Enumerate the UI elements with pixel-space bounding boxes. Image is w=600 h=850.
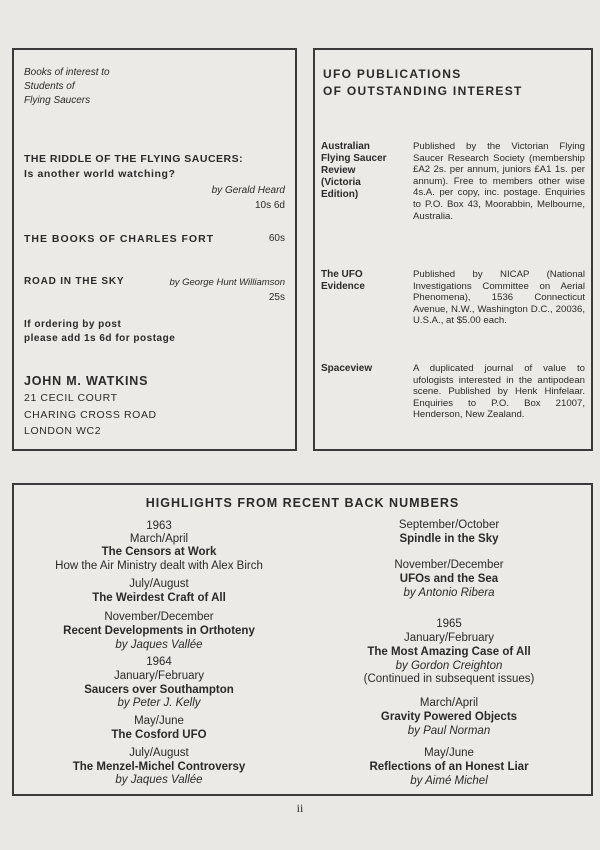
- article-title: UFOs and the Sea: [399, 573, 499, 585]
- article-author: by Peter J. Kelly: [117, 697, 201, 709]
- issue-date: July/August: [129, 747, 189, 759]
- book1-title: THE RIDDLE OF THE FLYING SAUCERS:: [24, 153, 244, 165]
- address-line: LONDON WC2: [24, 425, 102, 437]
- intro-line: Flying Saucers: [24, 95, 91, 106]
- book2-title: THE BOOKS OF CHARLES FORT: [24, 233, 215, 245]
- intro-line: Books of interest to: [24, 67, 110, 78]
- intro-text: [24, 66, 110, 108]
- issue-date: January/February: [403, 632, 495, 644]
- name-line: Edition): [321, 189, 359, 200]
- article-title: The Menzel-Michel Controversy: [72, 761, 246, 773]
- book2-price: 60s: [268, 233, 285, 244]
- article-title: The Most Amazing Case of All: [367, 646, 531, 658]
- publication-description: Published by the Victorian Flying Saucer Research Society (membership £A2 2s. per annum, juniors £A1 1s. per annum). Free to members other wise 4s.A. per copy, inc. postage. Enquiries to P.O. Box 43, Moorabbin, Melbourne, Australia.: [413, 141, 585, 222]
- book3-title: ROAD IN THE SKY: [24, 276, 125, 287]
- publication-name: [321, 269, 409, 293]
- publication-name: [321, 363, 409, 375]
- page-number: ii: [296, 801, 304, 815]
- book1-author: by Gerald Heard: [211, 185, 285, 196]
- article-title: Reflections of an Honest Liar: [369, 761, 529, 773]
- publication-description: Published by NICAP (National Investigations Committee on Aerial Phenomena), 1536 Connecticut Avenue, N.W., Washington D.C., 20036, U.S.A., at $5.00 each.: [413, 269, 585, 327]
- book3-author: by George Hunt Williamson: [169, 277, 285, 288]
- highlights-heading: HIGHLIGHTS FROM RECENT BACK NUMBERS: [145, 496, 460, 510]
- book1-price: 10s 6d: [254, 200, 285, 211]
- article-subtitle: How the Air Ministry dealt with Alex Birch: [55, 560, 263, 572]
- article-author: by Antonio Ribera: [403, 587, 495, 599]
- publication-name: [321, 141, 409, 201]
- name-line: The UFO: [321, 269, 363, 280]
- issue-year: 1965: [436, 618, 462, 630]
- issue-year: 1964: [146, 656, 172, 668]
- name-line: Australian: [321, 141, 370, 152]
- article-author: by Paul Norman: [407, 725, 491, 737]
- name-line: Evidence: [321, 281, 365, 292]
- article-title: The Censors at Work: [101, 546, 217, 558]
- issue-date: March/April: [129, 533, 189, 545]
- intro-line: Students of: [24, 81, 75, 92]
- issue-date: May/June: [134, 715, 184, 727]
- issue-date: January/February: [113, 670, 205, 682]
- article-title: Saucers over Southampton: [84, 684, 234, 696]
- book3-price: 25s: [268, 292, 285, 303]
- issue-date: November/December: [104, 611, 214, 623]
- books-of-interest-box: [12, 48, 297, 451]
- postage-line: If ordering by post: [24, 319, 122, 330]
- issue-date: May/June: [424, 747, 474, 759]
- book1-subtitle: Is another world watching?: [24, 168, 176, 180]
- name-line: Spaceview: [321, 363, 373, 374]
- article-author: by Gordon Creighton: [395, 660, 503, 672]
- article-title: Gravity Powered Objects: [380, 711, 518, 723]
- name-line: (Victoria: [321, 177, 361, 188]
- address-line: 21 CECIL COURT: [24, 392, 118, 404]
- seller-name: JOHN M. WATKINS: [24, 374, 149, 388]
- issue-date: March/April: [419, 697, 479, 709]
- publication-description: A duplicated journal of value to ufologists interested in the antipodean scene. Published by Henk Hinfelaar. Enquiries to P.O. Box 21007, Henderson, New Zealand.: [413, 363, 585, 421]
- postage-note: [24, 318, 175, 346]
- article-subtitle: (Continued in subsequent issues): [363, 673, 535, 685]
- heading-line: OF OUTSTANDING INTEREST: [323, 84, 523, 98]
- seller-address: [24, 390, 157, 440]
- article-author: by Aimé Michel: [410, 775, 488, 787]
- postage-line: please add 1s 6d for postage: [24, 333, 176, 344]
- address-line: CHARING CROSS ROAD: [24, 408, 157, 421]
- highlights-box: [12, 483, 593, 796]
- article-title: The Cosford UFO: [111, 729, 207, 741]
- article-author: by Jaques Vallée: [115, 774, 203, 786]
- article-author: by Jaques Vallée: [115, 639, 203, 651]
- name-line: Review: [321, 165, 356, 176]
- heading-line: UFO PUBLICATIONS: [323, 67, 462, 81]
- issue-year: 1963: [146, 520, 172, 532]
- issue-date: July/August: [129, 578, 189, 590]
- article-title: The Weirdest Craft of All: [92, 592, 226, 604]
- name-line: Flying Saucer: [321, 153, 387, 164]
- article-title: Spindle in the Sky: [399, 533, 499, 545]
- issue-date: November/December: [394, 559, 504, 571]
- publications-heading: [323, 66, 523, 100]
- issue-date: September/October: [398, 519, 500, 531]
- ufo-publications-box: [313, 48, 593, 451]
- article-title: Recent Developments in Orthoteny: [63, 625, 255, 637]
